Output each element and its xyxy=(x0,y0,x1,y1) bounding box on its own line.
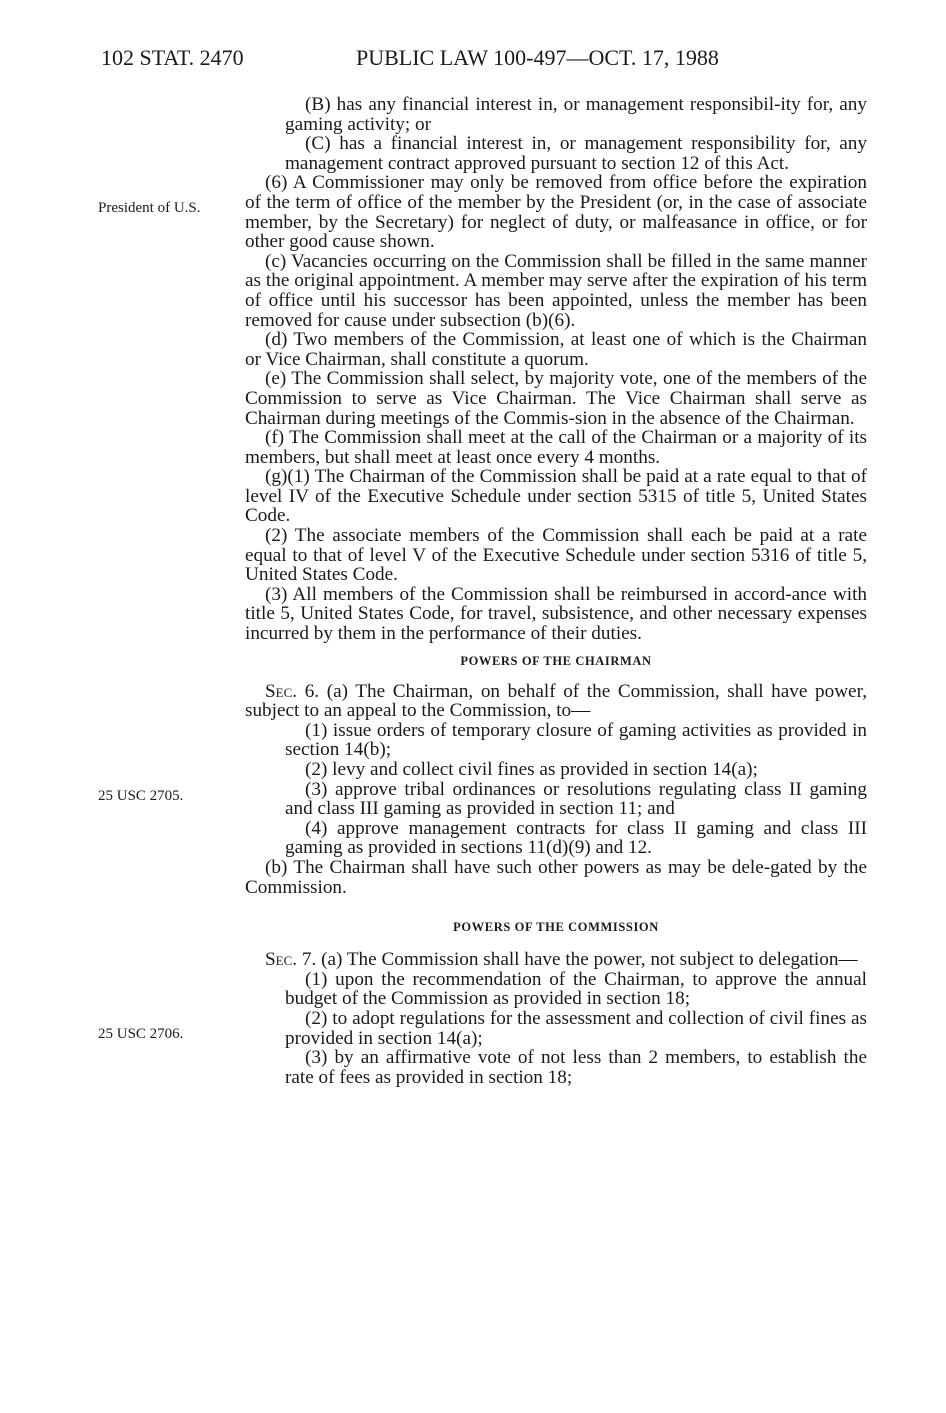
section-label: Sec. xyxy=(265,680,298,702)
subsection-e-vice-chairman: (e) The Commission shall select, by majority vote, one of the members of the Commission to serve as Vice Chairman. The Vice Chairman shall serve as Chairman during meetings of the Commis-sion in the absence of the Chairman. xyxy=(245,368,867,429)
public-law-title: PUBLIC LAW 100-497—OCT. 17, 1988 xyxy=(356,45,719,70)
subsection-g3-reimbursement: (3) All members of the Commission shall be reimbursed in accord-ance with title 5, United States Code, for travel, subsistence, and other necessary expenses incurred by them in the performance of their duties. xyxy=(245,583,867,645)
subsection-c-vacancies: (c) Vacancies occurring on the Commission shall be filled in the same manner as the original appointment. A member may serve after the expiration of his term of office until his successor has been appointed, unless the member has been removed for cause under subsection (b)(6). xyxy=(245,250,867,331)
margin-note-president: President of U.S. xyxy=(98,200,201,216)
paragraph-6-removal: (6) A Commissioner may only be removed from office before the expiration of the term of office of the member by the President (or, in the case of associate member, by the Secretary) for neglect of duty, or malfeasance in office, or for other good cause shown. xyxy=(245,172,867,253)
section-6-item-1: (1) issue orders of temporary closure of gaming activities as provided in section 14(b); xyxy=(285,719,867,761)
heading-powers-of-the-commission: POWERS OF THE COMMISSION xyxy=(453,920,659,935)
margin-note-usc-2706: 25 USC 2706. xyxy=(98,1026,184,1042)
clause-b: (B) has any financial interest in, or management responsibil-ity for, any gaming activity; or xyxy=(285,94,867,135)
section-6-text: 6. (a) The Chairman, on behalf of the Commission, shall have power, subject to an appeal to the Commission, to— xyxy=(245,680,867,722)
margin-note-usc-2705: 25 USC 2705. xyxy=(98,788,184,804)
section-6-item-3: (3) approve tribal ordinances or resolutions regulating class II gaming and class III gaming as provided in section 11; and xyxy=(285,778,867,820)
section-7-text: 7. (a) The Commission shall have the power, not subject to delegation— xyxy=(297,949,858,971)
section-label: Sec. xyxy=(265,949,298,971)
heading-powers-of-the-chairman: POWERS OF THE CHAIRMAN xyxy=(460,653,652,668)
clause-c: (C) has a financial interest in, or management responsibility for, any management contract approved pursuant to section 12 of this Act. xyxy=(285,133,867,174)
subsection-g1-chairman-pay: (g)(1) The Chairman of the Commission shall be paid at a rate equal to that of level IV of the Executive Schedule under section 5315 of title 5, United States Code. xyxy=(245,466,867,527)
section-7-item-3: (3) by an affirmative vote of not less than 2 members, to establish the rate of fees as provided in section 18; xyxy=(285,1047,867,1088)
statute-body xyxy=(245,95,867,1087)
section-6-subsection-b: (b) The Chairman shall have such other powers as may be dele-gated by the Commission. xyxy=(245,856,867,898)
subsection-d-quorum: (d) Two members of the Commission, at least one of which is the Chairman or Vice Chairman, shall constitute a quorum. xyxy=(245,329,867,370)
section-6-item-2: (2) levy and collect civil fines as provided in section 14(a); xyxy=(305,759,758,780)
subsection-f-meetings: (f) The Commission shall meet at the call of the Chairman or a majority of its members, but shall meet at least once every 4 months. xyxy=(245,427,867,468)
section-6-item-4: (4) approve management contracts for class II gaming and class III gaming as provided in sections 11(d)(9) and 12. xyxy=(285,817,867,859)
subsection-g2-associate-pay: (2) The associate members of the Commission shall each be paid at a rate equal to that of level V of the Executive Schedule under section 5316 of title 5, United States Code. xyxy=(245,525,867,586)
section-7-intro xyxy=(245,950,867,970)
stat-page-number: 102 STAT. 2470 xyxy=(101,45,244,70)
section-7-item-1: (1) upon the recommendation of the Chairman, to approve the annual budget of the Commission as provided in section 18; xyxy=(285,968,867,1010)
section-6-intro xyxy=(245,682,867,721)
section-7-item-2: (2) to adopt regulations for the assessment and collection of civil fines as provided in section 14(a); xyxy=(285,1007,867,1049)
